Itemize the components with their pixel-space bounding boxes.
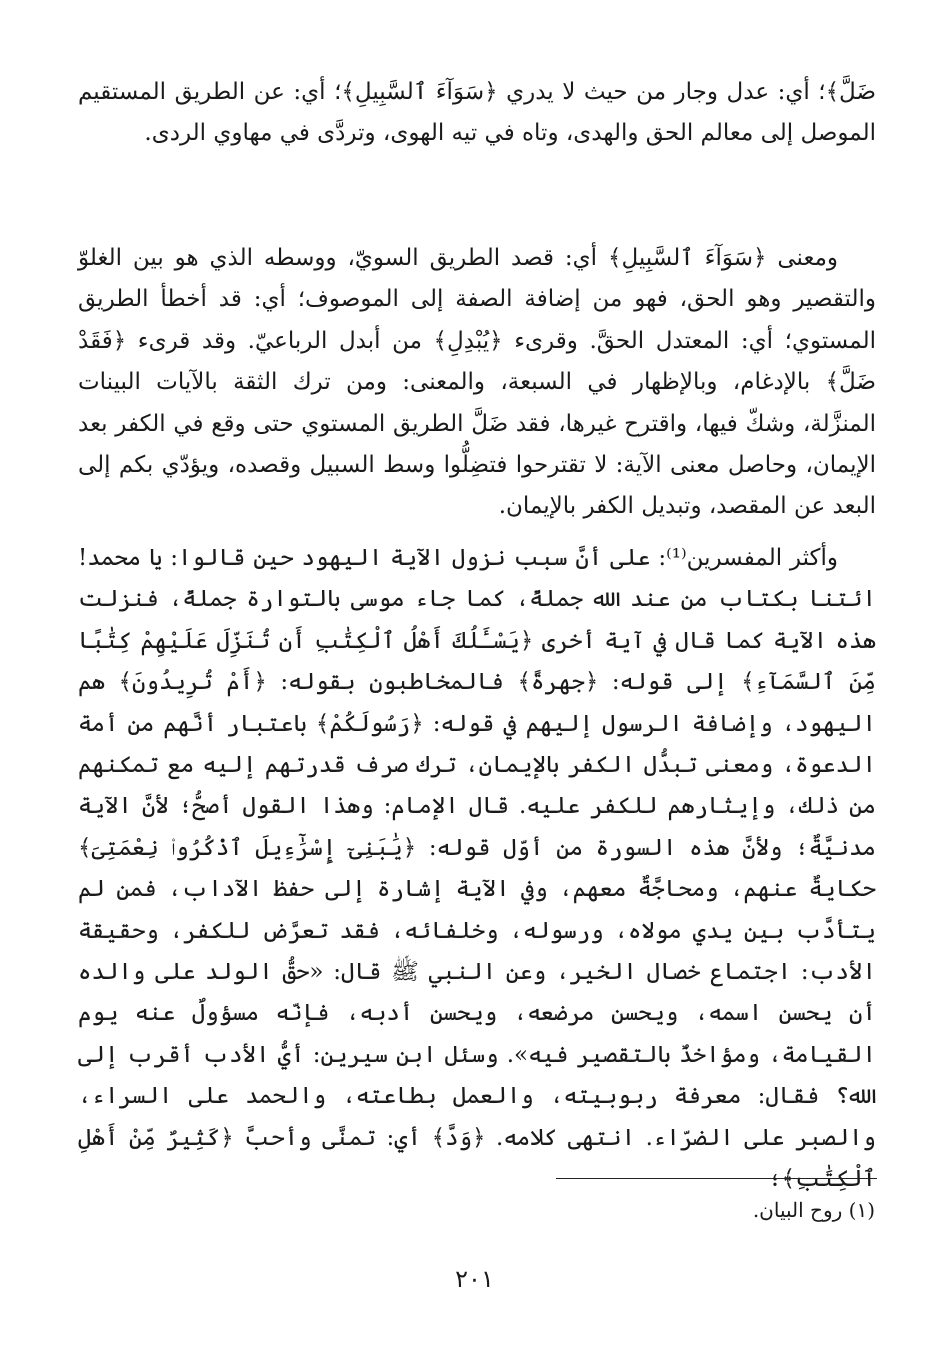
page-number: ٢٠١ — [455, 1265, 494, 1293]
body-text — [78, 72, 876, 155]
body-text — [78, 538, 876, 1201]
paragraph-2: ومعنى ﴿سَوَآءَ ٱلسَّبِيلِ﴾ أي: قصد الطريق السويّ، ووسطه الذي هو بين الغلوّ والتقصير وهو الحق، فهو من إضافة الصفة إلى الموصوف؛ أي: قد أخطأ الطريق المستوي؛ أي: المعتدل الحقَّ. وقرىء ﴿يُبْدِلِ﴾ من أبدل الرباعيّ. وقد قرىء ﴿فَقَدْ ضَلَّ﴾ بالإدغام، وبالإظهار في السبعة، والمعنى: ومن ترك الثقة بالآيات البينات المنزَّلة، وشكّ فيها، واقترح غيرها، فقد ضَلَّ الطريق المستوي حتى وقع في الكفر بعد الإيمان، وحاصل معنى الآية: لا تقترحوا فتضِلُّوا وسط السبيل وقصده، ويؤدّي بكم إلى البعد عن المقصد، وتبديل الكفر بالإيمان. — [78, 245, 876, 520]
paragraph-3: وأكثر المفسرين⁽¹⁾: على أنَّ سبب نزول الآية اليهود حين قالوا: يا محمد! ائتنا بكتاب من عند الله جملةً، كما جاء موسى بالتوارة جملةً، فنزلت هذه الآية كما قال في آية أخرى ﴿يَسْـَٔلُكَ أَهْلُ ٱلْكِتَٰبِ أَن تُنَزِّلَ عَلَيْهِمْ كِتَٰبًا مِّنَ ٱلسَّمَآءِ﴾ إلى قوله: ﴿جهرةً﴾ فالمخاطبون بقوله: ﴿أَمْ تُرِيدُونَ﴾ هم اليهود، وإضافة الرسول إليهم في قوله: ﴿رَسُولَكُمْ﴾ باعتبار أنَّهم من أمة الدعوة، ومعنى تبدُّل الكفر بالإيمان، ترك صرف قدرتهم إليه مع تمكنهم من ذلك، وإيثارهم للكفر عليه. قال الإمام: وهذا القول أصحُّ؛ لأنَّ الآية مدنيَّةٌ؛ ولأنَّ هذه السورة من أوّل قوله: ﴿يَٰبَنِىٓ إِسْرَٰٓءِيلَ ٱذْكُرُوا۟ نِعْمَتِىَ﴾ حكايةٌ عنهم، ومحاجَّةٌ معهم، وفي الآية إشارة إلى حفظ الآداب، فمن لم يتأدَّب بين يدي مولاه، ورسوله، وخلفائه، فقد تعرَّض للكفر، وحقيقة الأدب: اجتماع خصال الخير، وعن النبي ﷺ قال: «حقُّ الولد على والده أن يحسن اسمه، ويحسن مرضعه، ويحسن أدبه، فإنّه مسؤولٌ عنه يوم القيامة، ومؤاخذٌ بالتقصير فيه». وسئل ابن سيرين: أيُّ الأدب أقرب إلى الله؟ فقال: معرفة ربوبيته، والعمل بطاعته، والحمد على السراء، والصبر على الضرّاء. انتهى كلامه. ﴿وَدَّ﴾ أي: تمنَّى وأحبَّ ﴿كَثِيرٌ مِّنْ أَهْلِ ٱلْكِتَٰبِ﴾؛ — [78, 545, 876, 1193]
paragraph-1: ضَلَّ﴾؛ أي: عدل وجار من حيث لا يدري ﴿سَوَآءَ ٱلسَّبِيلِ﴾؛ أي: عن الطريق المستقيم الموصل إلى معالم الحق والهدى، وتاه في تيه الهوى، وتردَّى في مهاوي الردى. — [78, 79, 876, 147]
footnote-separator — [556, 1178, 877, 1179]
footnote: (١) روح البيان. — [752, 1198, 875, 1222]
body-text — [78, 238, 876, 528]
